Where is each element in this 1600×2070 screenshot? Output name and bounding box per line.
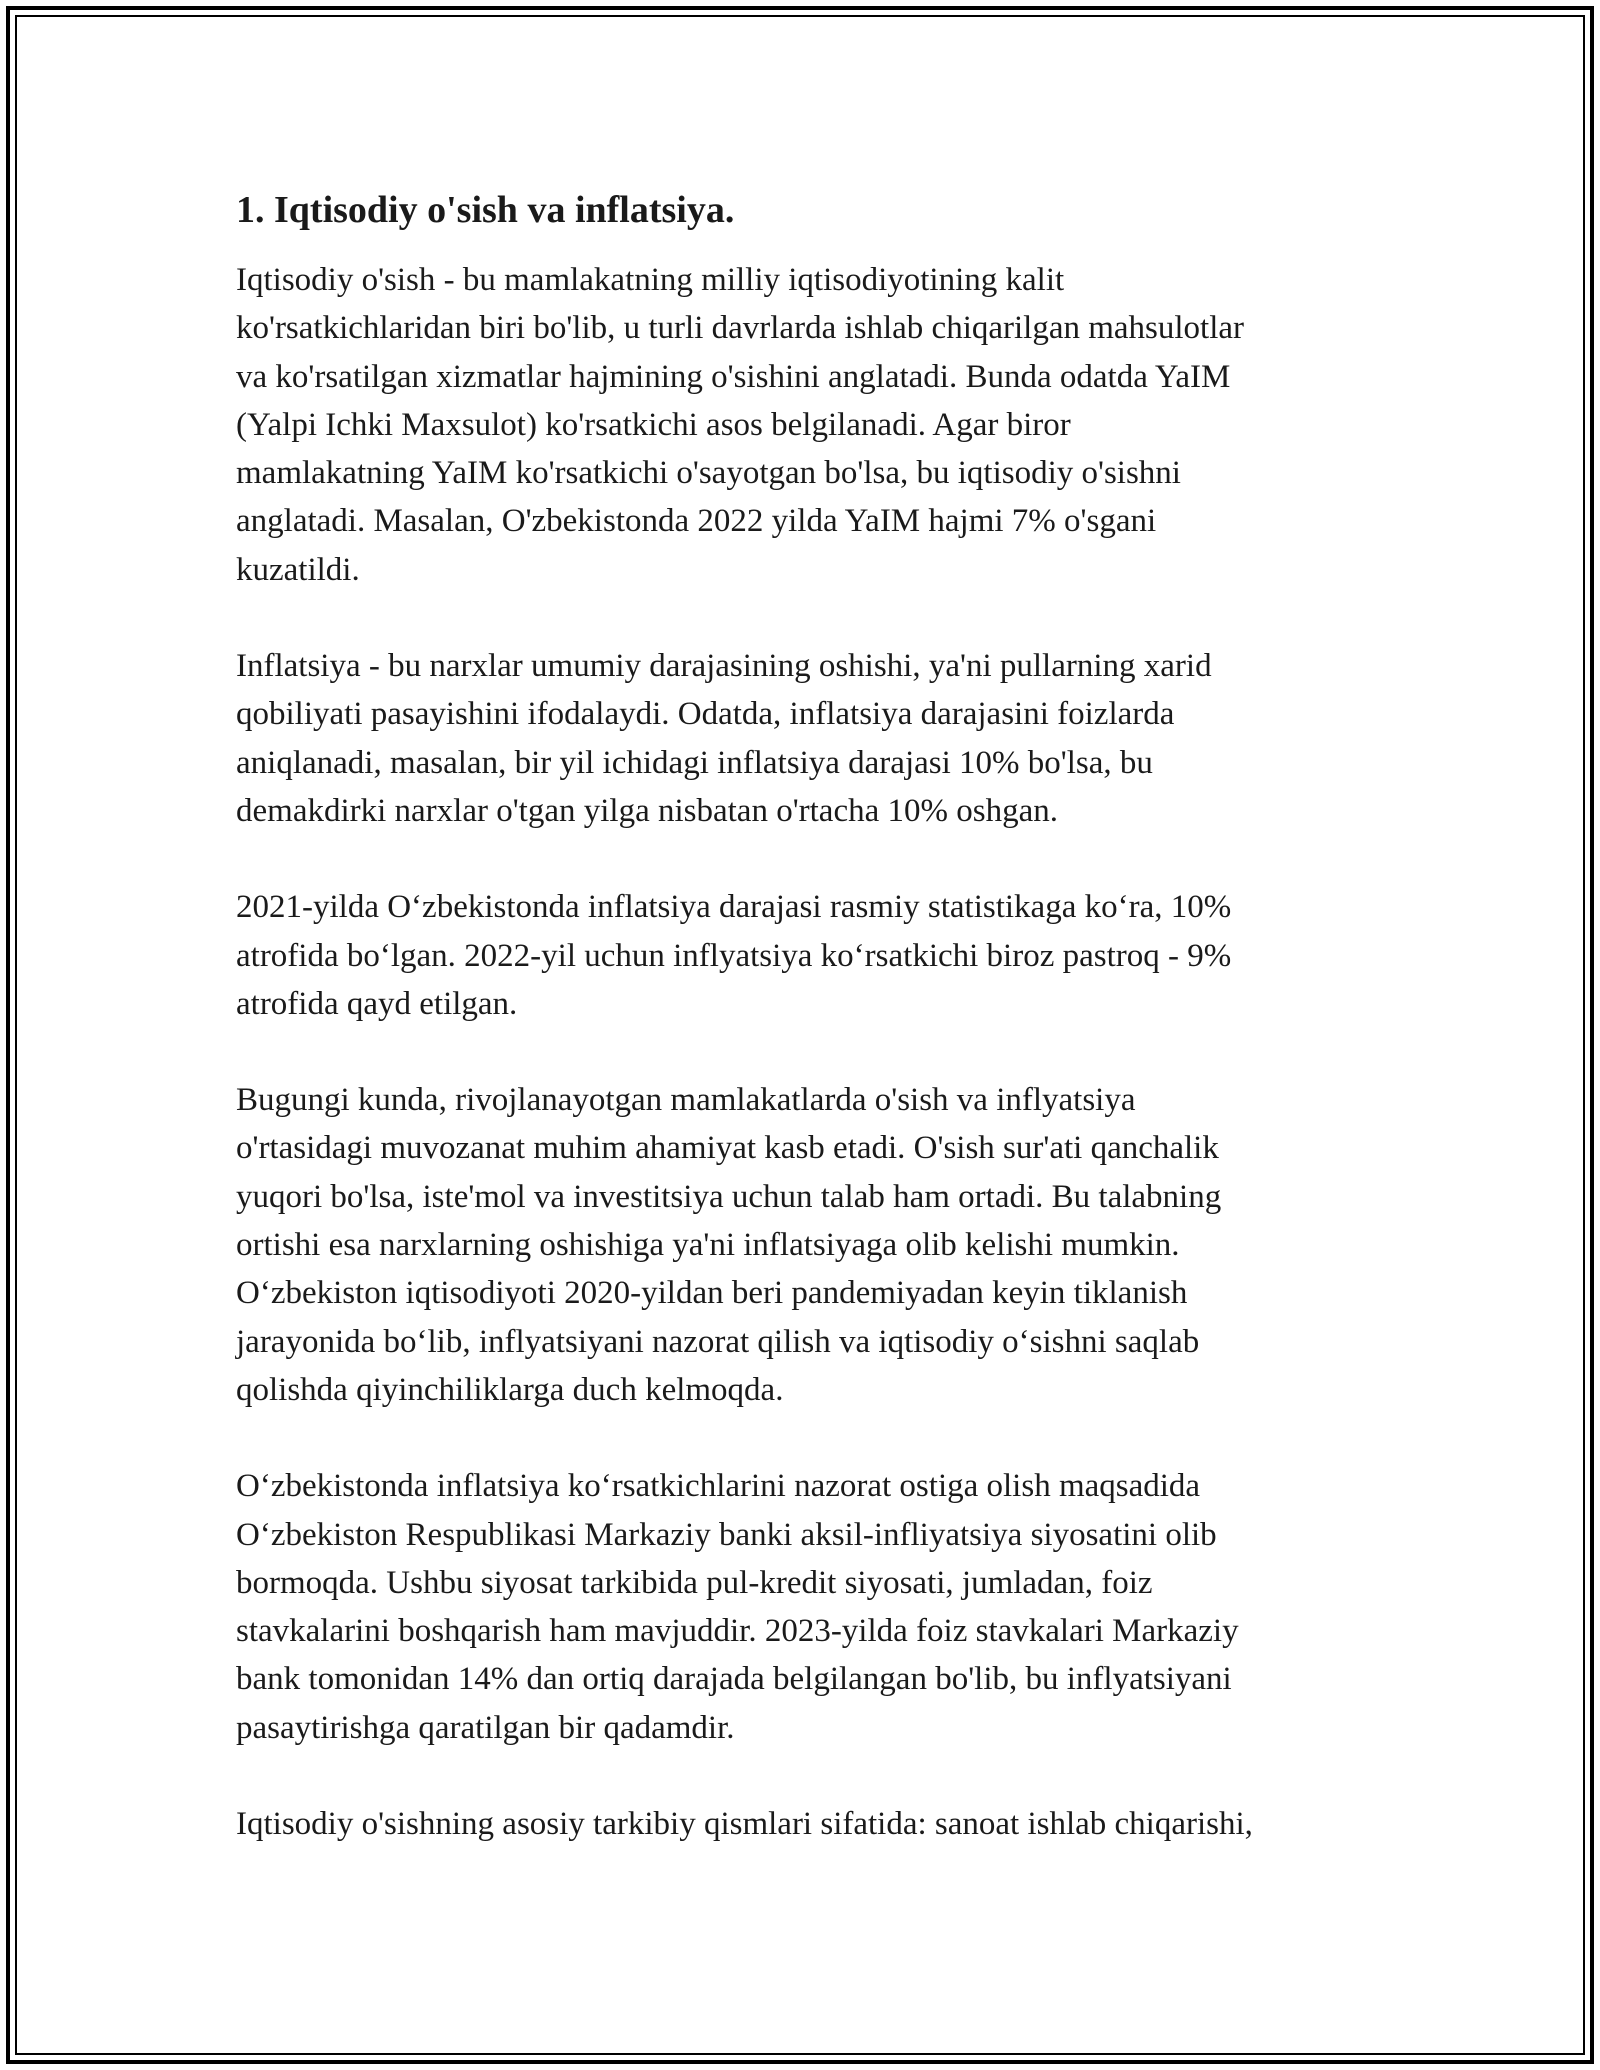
text-line: Iqtisodiy o'sish - bu mamlakatning milliy iqtisodiyotining kalit <box>236 262 1065 298</box>
paragraph-inflation-definition <box>236 642 1376 835</box>
text-line: pasaytirishga qaratilgan bir qadamdir. <box>236 1709 735 1746</box>
section-heading: 1. Iqtisodiy o'sish va inflatsiya. <box>236 189 735 231</box>
text-line: 2021-yilda O‘zbekistonda inflatsiya darajasi rasmiy statistikaga ko‘ra, 10% <box>236 889 1232 926</box>
paragraph-economic-growth <box>236 256 1376 594</box>
paragraph-growth-inflation-balance <box>236 1076 1376 1414</box>
paragraph-growth-components <box>236 1800 1376 1848</box>
text-line: va ko'rsatilgan xizmatlar hajmining o'sishini anglatadi. Bunda odatda YaIM <box>236 358 1231 395</box>
text-line: yuqori bo'lsa, iste'mol va investitsiya uchun talab ham ortadi. Bu talabning <box>236 1178 1222 1215</box>
text-line: mamlakatning YaIM ko'rsatkichi o'sayotgan bo'lsa, bu iqtisodiy o'sishni <box>236 455 1181 492</box>
text-line: bank tomonidan 14% dan ortiq darajada belgilangan bo'lib, bu inflyatsiyani <box>236 1661 1232 1698</box>
text-line: (Yalpi Ichki Maxsulot) ko'rsatkichi asos belgilanadi. Agar biror <box>236 406 1071 443</box>
text-line: O‘zbekistonda inflatsiya ko‘rsatkichlarini nazorat ostiga olish maqsadida <box>236 1468 1201 1505</box>
text-line: O‘zbekiston iqtisodiyoti 2020-yildan beri pandemiyadan keyin tiklanish <box>236 1275 1188 1312</box>
text-line: ko'rsatkichlaridan biri bo'lib, u turli davrlarda ishlab chiqarilgan mahsulotlar <box>236 310 1245 347</box>
text-line: ortishi esa narxlarning oshishiga ya'ni inflatsiyaga olib kelishi mumkin. <box>236 1227 1180 1264</box>
paragraph-central-bank-policy <box>236 1462 1376 1752</box>
text-line: anglatadi. Masalan, O'zbekistonda 2022 yilda YaIM hajmi 7% o'sgani <box>236 503 1157 540</box>
text-line: kuzatildi. <box>236 551 360 588</box>
text-line: demakdirki narxlar o'tgan yilga nisbatan o'rtacha 10% oshgan. <box>236 792 1058 829</box>
text-line: Inflatsiya - bu narxlar umumiy darajasining oshishi, ya'ni pullarning xarid <box>236 648 1212 685</box>
text-line: qobiliyati pasayishini ifodalaydi. Odatda, inflatsiya darajasini foizlarda <box>236 696 1175 733</box>
text-line: Iqtisodiy o'sishning asosiy tarkibiy qismlari sifatida: sanoat ishlab chiqarishi, <box>236 1806 1253 1843</box>
text-line: bormoqda. Ushbu siyosat tarkibida pul-kredit siyosati, jumladan, foiz <box>236 1564 1153 1601</box>
document-body <box>236 186 1376 1896</box>
text-line: qolishda qiyinchiliklarga duch kelmoqda. <box>236 1371 784 1408</box>
text-line: aniqlanadi, masalan, bir yil ichidagi inflatsiya darajasi 10% bo'lsa, bu <box>236 744 1153 781</box>
text-line: O‘zbekiston Respublikasi Markaziy banki aksil-infliyatsiya siyosatini olib <box>236 1516 1217 1553</box>
text-line: jarayonida bo‘lib, inflyatsiyani nazorat qilish va iqtisodiy o‘sishni saqlab <box>236 1323 1200 1360</box>
text-line: o'rtasidagi muvozanat muhim ahamiyat kasb etadi. O'sish sur'ati qanchalik <box>236 1130 1219 1167</box>
text-line: stavkalarini boshqarish ham mavjuddir. 2023-yilda foiz stavkalari Markaziy <box>236 1613 1239 1650</box>
text-line: atrofida qayd etilgan. <box>236 985 518 1022</box>
text-line: Bugungi kunda, rivojlanayotgan mamlakatlarda o'sish va inflyatsiya <box>236 1082 1136 1119</box>
paragraph-inflation-statistics <box>236 883 1376 1028</box>
text-line: atrofida bo‘lgan. 2022-yil uchun inflyatsiya ko‘rsatkichi biroz pastroq - 9% <box>236 937 1232 974</box>
